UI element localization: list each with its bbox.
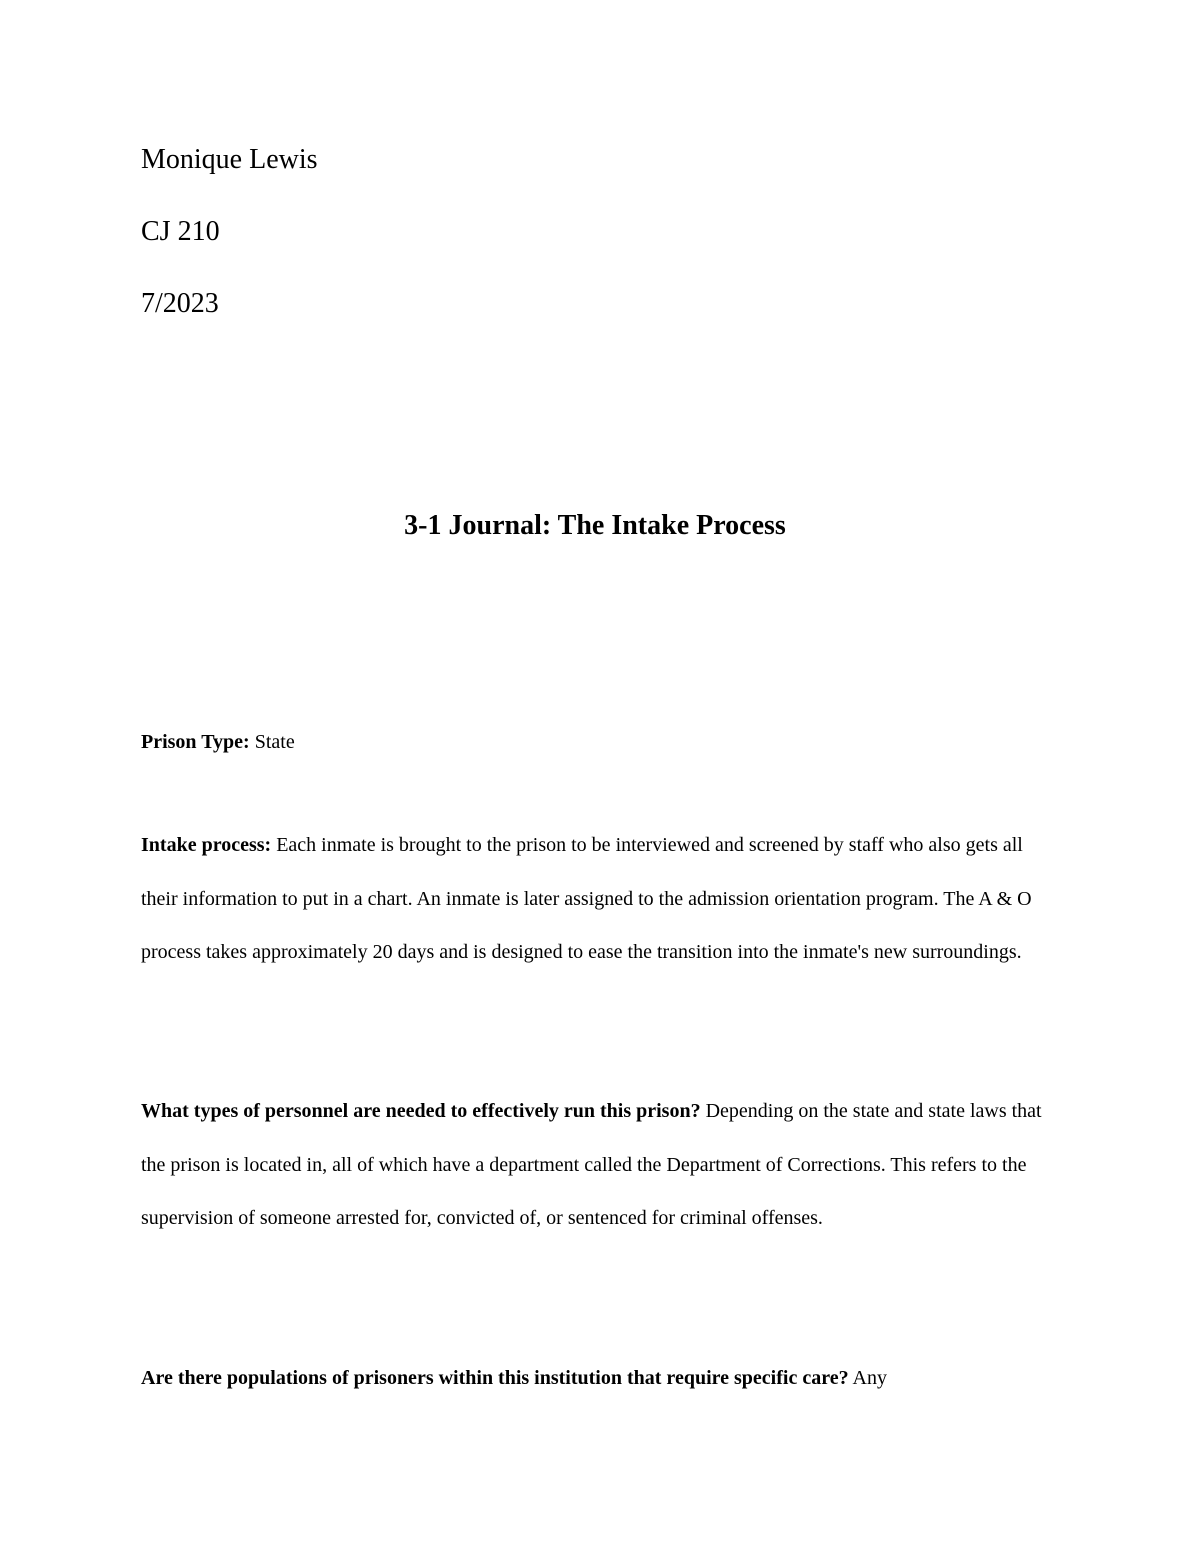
section-personnel bbox=[141, 1085, 1056, 1246]
document-title: 3-1 Journal: The Intake Process bbox=[404, 510, 786, 541]
section-prison-type bbox=[141, 716, 1056, 770]
section-text: Each inmate is brought to the prison to be interviewed and screened by staff who also gets all their information to put in a chart. An inmate is later assigned to the admission orientation program. The A & O process takes approximately 20 days and is designed to ease the transition into the inmate's new surroundings. bbox=[141, 834, 1032, 964]
section-label: What types of personnel are needed to effectively run this prison? bbox=[141, 1100, 701, 1122]
section-intake-process bbox=[141, 819, 1056, 980]
course-code: CJ 210 bbox=[141, 216, 220, 247]
section-label: Intake process: bbox=[141, 834, 272, 856]
section-text: Any bbox=[848, 1367, 887, 1389]
author-name: Monique Lewis bbox=[141, 144, 318, 175]
section-label: Prison Type: bbox=[141, 731, 250, 753]
section-label: Are there populations of prisoners within this institution that require specific care? bbox=[141, 1367, 849, 1389]
section-populations bbox=[141, 1352, 1056, 1406]
section-text: State bbox=[249, 731, 295, 753]
section-text: Depending on the state and state laws that the prison is located in, all of which have a department called the Department of Corrections. This refers to the supervision of someone arrested for, convicted of, or sentenced for criminal offenses. bbox=[141, 1100, 1042, 1230]
submission-date: 7/2023 bbox=[141, 288, 219, 319]
